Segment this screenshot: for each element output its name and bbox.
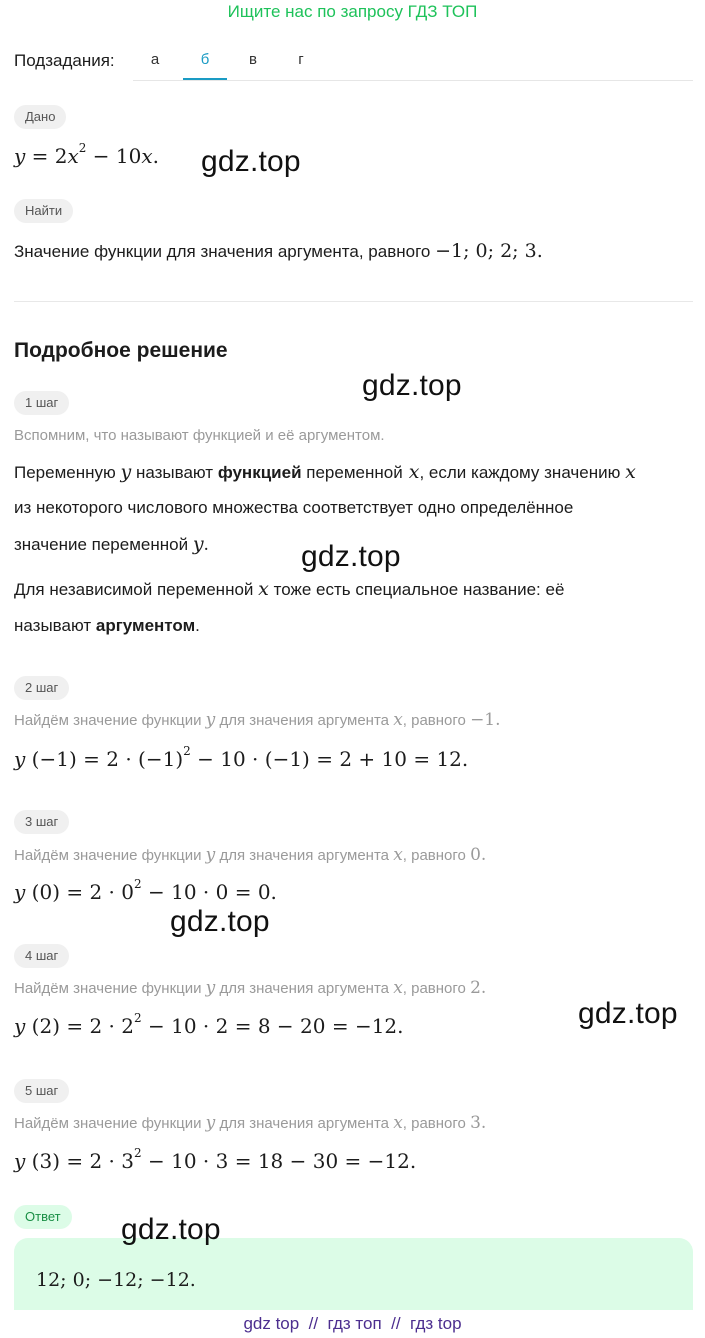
step3-hint-c: , равного <box>402 847 466 864</box>
step3-pill: 3 шаг <box>14 810 69 834</box>
step2-pill-wrap <box>14 676 69 700</box>
step1-line3: значение переменной y. <box>14 533 209 555</box>
watermark: gdz.top <box>301 540 401 573</box>
step1-pill: 1 шаг <box>14 391 69 415</box>
top-banner: Ищите нас по запросу ГДЗ ТОП <box>227 2 478 21</box>
tab-a[interactable]: а <box>150 51 160 68</box>
find-text-label: Значение функции для значения аргумента, равного <box>14 242 431 261</box>
find-values: −1; 0; 2; 3. <box>435 240 543 262</box>
step1-pill-wrap <box>14 391 69 415</box>
step4-pill: 4 шаг <box>14 944 69 968</box>
step4-formula: y $(2) = 2 \cdot 2^2 - 10 \cdot 2 = 8 - 20 = -12$. <box>14 1011 404 1038</box>
solution-title: Подробное решение <box>14 339 228 362</box>
step1-line1 <box>14 460 636 485</box>
step2-pill: 2 шаг <box>14 676 69 700</box>
step5-hint-c: , равного <box>402 1115 466 1132</box>
subtask-tabs <box>133 40 693 81</box>
step5-pill-wrap <box>14 1079 69 1103</box>
tab-g[interactable]: г <box>298 51 304 68</box>
answer-pill: Ответ <box>14 1205 72 1229</box>
step4-pill-wrap <box>14 944 69 968</box>
footer-links <box>0 1310 705 1338</box>
math-x: x <box>625 461 636 483</box>
footer-text[interactable]: gdz top // гдз топ // гдз top <box>243 1314 462 1333</box>
step5-pill: 5 шаг <box>14 1079 69 1103</box>
step5-hint: Найдём значение функции y для значения аргумента x, равного 3. <box>14 1113 487 1133</box>
step1-line2: из некоторого числового множества соответствует одно определённое <box>14 498 574 517</box>
step1-text-a: Переменную <box>14 463 116 482</box>
step4-hint-c: , равного <box>402 980 466 997</box>
given-pill-wrap <box>14 105 66 129</box>
step1-text-d: , если каждому значению <box>419 463 621 482</box>
step3-hint-a: Найдём значение функции <box>14 847 202 864</box>
step1-text-c: переменной <box>306 463 403 482</box>
step3-hint: Найдём значение функции y для значения аргумента x, равного 0. <box>14 845 487 865</box>
step3-hint-b: для значения аргумента <box>219 847 390 864</box>
answer-box <box>14 1238 693 1318</box>
step1-text-p2c: называют <box>14 616 92 635</box>
step5-hint-a: Найдём значение функции <box>14 1115 202 1132</box>
step1-text-line3: значение переменной <box>14 535 189 554</box>
step2-hint-a: Найдём значение функции <box>14 712 202 729</box>
step4-hint: Найдём значение функции y для значения аргумента x, равного 2. <box>14 978 487 998</box>
step3-formula: y $(0) = 2 \cdot 0^2 - 10 \cdot 0 = 0$. <box>14 877 277 904</box>
step1-text-b: называют <box>135 463 214 482</box>
step5-formula: y $(3) = 2 \cdot 3^2 - 10 \cdot 3 = 18 - 30 = -12$. <box>14 1146 417 1173</box>
math-x: x <box>402 461 420 483</box>
step3-pill-wrap <box>14 810 69 834</box>
tab-v[interactable]: в <box>249 51 257 68</box>
given-pill: Дано <box>14 105 66 129</box>
step1-text-p2b: тоже есть специальное название: её <box>273 580 565 599</box>
step2-hint-b: для значения аргумента <box>219 712 390 729</box>
step5-hint-b: для значения аргумента <box>219 1115 390 1132</box>
step2-hint: Найдём значение функции y для значения аргумента x, равного −1. <box>14 710 501 730</box>
watermark: gdz.top <box>578 997 678 1030</box>
step4-hint-a: Найдём значение функции <box>14 980 202 997</box>
tab-b[interactable]: б <box>183 40 227 80</box>
step1-bold-argument: аргументом <box>95 616 196 635</box>
given-formula: $y = 2x^2 - 10x$. <box>14 141 159 168</box>
step1-bold-function: функцией <box>217 463 302 482</box>
find-pill: Найти <box>14 199 73 223</box>
answer-pill-wrap <box>14 1205 72 1229</box>
divider <box>14 301 693 302</box>
step1-text-p2a: Для независимой переменной <box>14 580 254 599</box>
step1-hint: Вспомним, что называют функцией и её аргументом. <box>14 427 385 444</box>
watermark: gdz.top <box>201 145 301 178</box>
answer-value: 12; 0; −12; −12. <box>36 1269 196 1291</box>
step2-hint-c: , равного <box>402 712 466 729</box>
find-text <box>14 239 543 264</box>
watermark: gdz.top <box>121 1213 221 1246</box>
subtasks-label: Подзадания: <box>14 51 115 70</box>
step4-hint-b: для значения аргумента <box>219 980 390 997</box>
watermark: gdz.top <box>362 369 462 402</box>
math-y: y <box>192 533 204 555</box>
step1-line4 <box>14 577 564 602</box>
math-x: x <box>258 578 269 600</box>
step2-formula: y $(-1) = 2 \cdot (-1)^2 - 10 \cdot (-1) = 2 + 10 = 12$. <box>14 744 469 771</box>
find-pill-wrap <box>14 199 73 223</box>
watermark: gdz.top <box>170 905 270 938</box>
math-y: y <box>120 461 132 483</box>
step1-line5: называют аргументом. <box>14 616 200 635</box>
